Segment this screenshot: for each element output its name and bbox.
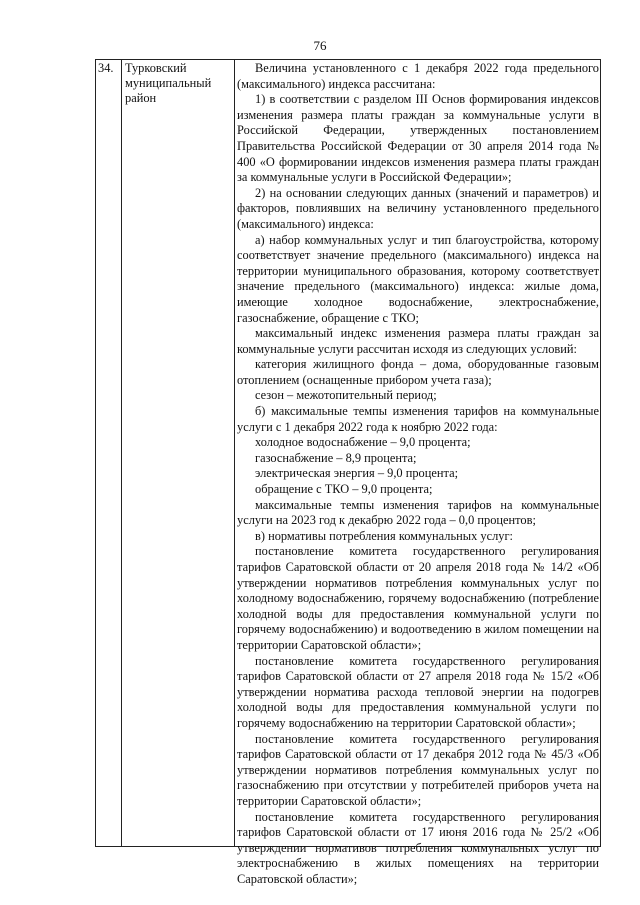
- paragraph: а) набор коммунальных услуг и тип благоустройства, которому соответствует значение предельного (максимального) индекса на территории муниципального образования, которому соответствует значение предельного (максимального) индекса: жилые дома, имеющие холодное водоснабжение, электроснабжение, газоснабжение, обращение с ТКО;: [237, 232, 599, 325]
- paragraph: постановление комитета государственного регулирования тарифов Саратовской области от 17 декабря 2012 года № 45/3 «Об утверждении нормативов потребления коммунальных услуг по газоснабжению при отсутствии у потребителей приборов учета на территории Саратовской области»;: [237, 731, 599, 808]
- document-table: [95, 59, 601, 886]
- paragraph: холодное водоснабжение – 9,0 процента;: [255, 435, 471, 450]
- paragraph: максимальные темпы изменения тарифов на коммунальные услуги на 2023 год к декабрю 2022 года – 0,0 процентов;: [237, 497, 599, 528]
- paragraph: постановление комитета государственного регулирования тарифов Саратовской области от 17 июня 2016 года № 25/2 «Об утверждении нормативов потребления коммунальных услуг по электроснабжению в жилых помещениях на территории Саратовской области»;: [237, 809, 599, 886]
- paragraph: максимальный индекс изменения размера платы граждан за коммунальные услуги рассчитан исходя из следующих условий:: [237, 326, 599, 356]
- paragraph: 2) на основании следующих данных (значений и параметров) и факторов, повлиявших на величину установленного предельного (максимального) индекса:: [237, 185, 599, 231]
- paragraph: постановление комитета государственного регулирования тарифов Саратовской области от 20 апреля 2018 года № 14/2 «Об утверждении нормативов потребления коммунальных услуг по холодному водоснабжению, горячему водоснабжению (потребление холодной воды для предоставления коммунальной услуги по горячему водоснабжению) и водоотведению в жилом помещении на территории Саратовской области»;: [237, 544, 599, 652]
- paragraph: категория жилищного фонда – дома, оборудованные газовым отоплением (оснащенные прибором учета газа);: [237, 357, 599, 387]
- description-cell: [237, 61, 599, 887]
- paragraph: б) максимальные темпы изменения тарифов на коммунальные услуги с 1 декабря 2022 года к ноябрю 2022 года:: [237, 404, 599, 434]
- row-number: 34.: [98, 61, 114, 75]
- municipality-name: Турковский муниципальный район: [125, 61, 212, 105]
- paragraph: в) нормативы потребления коммунальных услуг:: [255, 528, 513, 543]
- row-number-cell: [96, 60, 122, 846]
- paragraph: сезон – межотопительный период;: [255, 388, 437, 403]
- paragraph: 1) в соответствии с разделом III Основ формирования индексов изменения размера платы граждан за коммунальные услуги в Российской Федерации, утвержденных постановлением Правительства Российской Федерации от 30 апреля 2014 года № 400 «О формировании индексов изменения размера платы граждан за коммунальные услуги в Российской Федерации»;: [237, 92, 599, 185]
- paragraph: электрическая энергия – 9,0 процента;: [255, 466, 459, 481]
- paragraph: обращение с ТКО – 9,0 процента;: [255, 482, 433, 497]
- paragraph: постановление комитета государственного регулирования тарифов Саратовской области от 27 апреля 2018 года № 15/2 «Об утверждении норматива расхода тепловой энергии на подогрев холодной воды для предоставления коммунальной услуги по горячему водоснабжению на территории Саратовской области»;: [237, 653, 599, 730]
- paragraph: газоснабжение – 8,9 процента;: [255, 450, 417, 465]
- page-number: 76: [313, 38, 327, 53]
- municipality-cell: [122, 60, 235, 846]
- paragraph: Величина установленного с 1 декабря 2022 года предельного (максимального) индекса рассчитана:: [237, 61, 599, 91]
